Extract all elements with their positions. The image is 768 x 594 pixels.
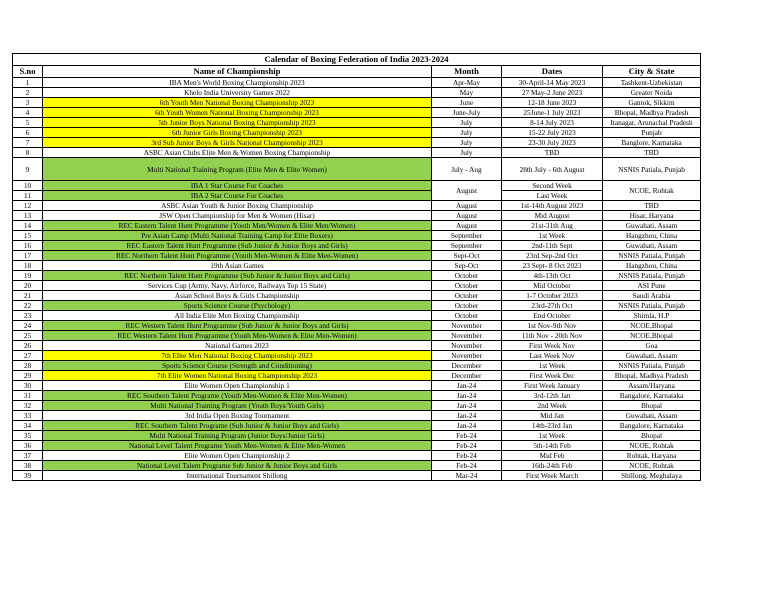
cell-month: October	[432, 301, 502, 311]
table-body	[13, 78, 701, 481]
cell-name: REC Western Talent Hunt Programme (Youth Men-Women & Elite Men-Women)	[43, 331, 432, 341]
cell-sno: 26	[13, 341, 43, 351]
cell-name: REC Southern Talent Programe (Sub Junior & Junior Boys and Girls)	[43, 421, 432, 431]
cell-month: November	[432, 321, 502, 331]
table-row	[13, 291, 701, 301]
cell-dates: 3rd-12th Jan	[502, 391, 603, 401]
cell-dates: 27 May-2 June 2023	[502, 88, 603, 98]
cell-dates: Last Week	[502, 191, 603, 201]
table-row	[13, 138, 701, 148]
cell-month: September	[432, 241, 502, 251]
cell-dates: Mid Jan	[502, 411, 603, 421]
cell-city: NSNIS Patiala, Punjab	[603, 301, 701, 311]
cell-city: Bangalore, Karnataka	[603, 391, 701, 401]
cell-month: Feb-24	[432, 441, 502, 451]
cell-sno: 39	[13, 471, 43, 481]
table-row	[13, 181, 701, 191]
cell-sno: 32	[13, 401, 43, 411]
cell-dates: 2nd Week	[502, 401, 603, 411]
cell-month: Jan-24	[432, 411, 502, 421]
cell-sno: 2	[13, 88, 43, 98]
cell-sno: 3	[13, 98, 43, 108]
cell-dates: 1st Week	[502, 431, 603, 441]
cell-month: October	[432, 311, 502, 321]
cell-name: ASBC Asian Clubs Elite Men & Women Boxing Championship	[43, 148, 432, 158]
cell-name: National Level Talent Programe Sub Junior & Junior Boys and Girls	[43, 461, 432, 471]
table-row	[13, 421, 701, 431]
cell-sno: 7	[13, 138, 43, 148]
table-row	[13, 281, 701, 291]
cell-month: December	[432, 361, 502, 371]
cell-name: 6th Youth Women National Boxing Championship 2023	[43, 108, 432, 118]
cell-month: July	[432, 118, 502, 128]
table-row	[13, 321, 701, 331]
cell-name: 6th Youth Men National Boxing Championship 2023	[43, 98, 432, 108]
cell-name: REC Northern Talent Hunt Programme (Sub Junior & Junior Boys and Girls)	[43, 271, 432, 281]
cell-sno: 27	[13, 351, 43, 361]
cell-month: June-July	[432, 108, 502, 118]
table-row	[13, 211, 701, 221]
cell-month: August	[432, 201, 502, 211]
cell-sno: 18	[13, 261, 43, 271]
cell-city: Bhopal, Madhya Pradesh	[603, 371, 701, 381]
table-row	[13, 461, 701, 471]
cell-dates: 1st Week	[502, 231, 603, 241]
cell-sno: 12	[13, 201, 43, 211]
cell-month: July	[432, 128, 502, 138]
cell-city: NCOE, Rohtak	[603, 441, 701, 451]
cell-sno: 24	[13, 321, 43, 331]
cell-city: Hangzhou, China	[603, 261, 701, 271]
calendar-table	[12, 53, 701, 481]
cell-sno: 31	[13, 391, 43, 401]
cell-dates: End October	[502, 311, 603, 321]
cell-sno: 20	[13, 281, 43, 291]
table-row	[13, 331, 701, 341]
cell-dates: Mid October	[502, 281, 603, 291]
cell-dates: Mid August	[502, 211, 603, 221]
cell-sno: 6	[13, 128, 43, 138]
cell-city: Shimla, H.P	[603, 311, 701, 321]
cell-month: Feb-24	[432, 451, 502, 461]
cell-city: Shillong, Meghalaya	[603, 471, 701, 481]
cell-city: Bhopal	[603, 401, 701, 411]
cell-name: Services Cup (Army, Navy, Airforce, Railways Top 15 State)	[43, 281, 432, 291]
cell-month: Feb-24	[432, 431, 502, 441]
cell-name: 5th Junior Boys National Boxing Championship 2023	[43, 118, 432, 128]
cell-city: NCOE,Bhopal	[603, 321, 701, 331]
cell-city: ASI Pune	[603, 281, 701, 291]
cell-name: ASBC Asian Youth & Junior Boxing Championship	[43, 201, 432, 211]
table-row	[13, 311, 701, 321]
table-row	[13, 201, 701, 211]
cell-name: IBA 2 Star Course For Coaches	[43, 191, 432, 201]
table-row	[13, 361, 701, 371]
cell-name: 6th Junior Girls Boxing Championship 2023	[43, 128, 432, 138]
cell-city: Tashkent-Uzbekistan	[603, 78, 701, 88]
cell-month: June	[432, 98, 502, 108]
table-row	[13, 88, 701, 98]
cell-name: Khelo India University Games 2022	[43, 88, 432, 98]
cell-month: Jan-24	[432, 391, 502, 401]
cell-sno: 1	[13, 78, 43, 88]
cell-name: JSW Open Championship for Men & Women (Hisar)	[43, 211, 432, 221]
cell-sno: 38	[13, 461, 43, 471]
cell-sno: 37	[13, 451, 43, 461]
cell-sno: 34	[13, 421, 43, 431]
cell-city: Rohtak, Haryana	[603, 451, 701, 461]
table-row	[13, 471, 701, 481]
column-header-city: City & State	[603, 66, 701, 78]
table-row	[13, 251, 701, 261]
cell-sno: 17	[13, 251, 43, 261]
cell-sno: 16	[13, 241, 43, 251]
cell-dates: 8-14 July 2023	[502, 118, 603, 128]
cell-month: Apr-May	[432, 78, 502, 88]
cell-name: 3rd India Open Boxing Tournament	[43, 411, 432, 421]
cell-dates: TBD	[502, 148, 603, 158]
cell-name: IBA 1 Star Course For Coaches	[43, 181, 432, 191]
cell-dates: 4th-13th Oct	[502, 271, 603, 281]
cell-city: Assam/Haryana	[603, 381, 701, 391]
cell-dates: Second Week	[502, 181, 603, 191]
cell-dates: 1-7 October 2023	[502, 291, 603, 301]
table-row	[13, 381, 701, 391]
cell-dates: 15-22 July 2023	[502, 128, 603, 138]
cell-city: Bhopal	[603, 431, 701, 441]
cell-month: Feb-24	[432, 461, 502, 471]
cell-name: National Games 2023	[43, 341, 432, 351]
cell-month: November	[432, 341, 502, 351]
cell-sno: 4	[13, 108, 43, 118]
column-header-month: Month	[432, 66, 502, 78]
cell-dates: 21st-31th Aug	[502, 221, 603, 231]
cell-city: NSNIS Patiala, Punjab	[603, 251, 701, 261]
cell-sno: 10	[13, 181, 43, 191]
cell-month: July - Aug	[432, 158, 502, 181]
cell-dates: 1st-14th August 2023	[502, 201, 603, 211]
cell-city: Itanagar, Arunachal Pradesh	[603, 118, 701, 128]
cell-name: Multi National Training Program (Elite Men & Elite Women)	[43, 158, 432, 181]
cell-sno: 23	[13, 311, 43, 321]
cell-dates: 25June-1 July 2023	[502, 108, 603, 118]
cell-city: TBD	[603, 201, 701, 211]
cell-dates: First Week Nov	[502, 341, 603, 351]
cell-dates: 23 Sept- 8 Oct 2023	[502, 261, 603, 271]
table-row	[13, 431, 701, 441]
table-row	[13, 158, 701, 181]
cell-city: Goa	[603, 341, 701, 351]
cell-city: Hangzhou, China	[603, 231, 701, 241]
cell-sno: 11	[13, 191, 43, 201]
table-row	[13, 351, 701, 361]
cell-name: Asian School Boys & Girls Championship	[43, 291, 432, 301]
cell-city: Bhopal, Madhya Pradesh	[603, 108, 701, 118]
table-row	[13, 231, 701, 241]
cell-month: November	[432, 331, 502, 341]
cell-month: December	[432, 371, 502, 381]
cell-sno: 22	[13, 301, 43, 311]
cell-name: Elite Women Open Championship 1	[43, 381, 432, 391]
column-header-name: Name of Championship	[43, 66, 432, 78]
cell-sno: 30	[13, 381, 43, 391]
cell-name: REC Southern Talent Programe (Youth Men-Women & Elite Men-Women)	[43, 391, 432, 401]
cell-month: Sept-Oct	[432, 251, 502, 261]
cell-city: Guwahati, Assam	[603, 351, 701, 361]
cell-dates: First Week January	[502, 381, 603, 391]
cell-month: October	[432, 291, 502, 301]
cell-name: Pre Asian Camp (Multi National Training Camp for Elite Boxers)	[43, 231, 432, 241]
cell-name: REC Northern Talent Hunt Programme (Youth Men-Women & Elite Men-Women)	[43, 251, 432, 261]
cell-name: Multi National Training Program (Junior Boys/Junior Girls)	[43, 431, 432, 441]
cell-month: Jan-24	[432, 401, 502, 411]
cell-month: July	[432, 148, 502, 158]
table-row	[13, 241, 701, 251]
table-row	[13, 371, 701, 381]
cell-dates: 5th-14th Feb	[502, 441, 603, 451]
cell-sno: 21	[13, 291, 43, 301]
cell-month: August	[432, 181, 502, 201]
table-row	[13, 108, 701, 118]
cell-city: Greater Noida	[603, 88, 701, 98]
cell-dates: 23-30 July 2023	[502, 138, 603, 148]
cell-sno: 13	[13, 211, 43, 221]
cell-dates: 28th July - 6th August	[502, 158, 603, 181]
cell-month: Mar-24	[432, 471, 502, 481]
cell-sno: 33	[13, 411, 43, 421]
cell-name: 7th Elite Women National Boxing Championship 2023	[43, 371, 432, 381]
cell-city: Guwahati, Assam	[603, 221, 701, 231]
cell-city: TBD	[603, 148, 701, 158]
cell-name: Sports Science Course (Psychology)	[43, 301, 432, 311]
column-header-sno: S.no	[13, 66, 43, 78]
cell-dates: 1st Week	[502, 361, 603, 371]
cell-name: REC Eastern Talent Hunt Programme (Youth Men/Women & Elite Men/Women)	[43, 221, 432, 231]
table-row	[13, 451, 701, 461]
cell-sno: 28	[13, 361, 43, 371]
cell-sno: 14	[13, 221, 43, 231]
cell-sno: 29	[13, 371, 43, 381]
cell-name: 7th Elite Men National Boxing Championship 2023	[43, 351, 432, 361]
cell-dates: 23rd Sep-2nd Oct	[502, 251, 603, 261]
cell-name: REC Western Talent Hunt Programme (Sub Junior & Junior Boys and Girls)	[43, 321, 432, 331]
cell-city: Punjab	[603, 128, 701, 138]
cell-sno: 35	[13, 431, 43, 441]
cell-sno: 19	[13, 271, 43, 281]
cell-name: IBA Men's World Boxing Championship 2023	[43, 78, 432, 88]
cell-city: NCOE, Rohtak	[603, 461, 701, 471]
cell-name: Elite Women Open Championship 2	[43, 451, 432, 461]
table-row	[13, 128, 701, 138]
cell-month: August	[432, 221, 502, 231]
table-title: Calendar of Boxing Federation of India 2023-2024	[13, 54, 701, 66]
cell-city: Banglore, Karnataka	[603, 138, 701, 148]
cell-name: International Tournament Shillong	[43, 471, 432, 481]
cell-name: All India Elite Men Boxing Championship	[43, 311, 432, 321]
cell-month: October	[432, 271, 502, 281]
table-row	[13, 391, 701, 401]
cell-dates: 16th-24th Feb	[502, 461, 603, 471]
cell-name: Sports Science Course (Strength and Conditioning)	[43, 361, 432, 371]
cell-dates: First Week Dec	[502, 371, 603, 381]
cell-month: July	[432, 138, 502, 148]
column-header-dates: Dates	[502, 66, 603, 78]
cell-city: Saudi Arabia	[603, 291, 701, 301]
cell-dates: 23rd-27th Oct	[502, 301, 603, 311]
cell-month: August	[432, 211, 502, 221]
cell-city: NSNIS Patiala, Punjab	[603, 158, 701, 181]
cell-dates: Mid Feb	[502, 451, 603, 461]
table-row	[13, 191, 701, 201]
cell-month: Jan-24	[432, 381, 502, 391]
table-row	[13, 401, 701, 411]
cell-city: NSNIS Patiala, Punjab	[603, 271, 701, 281]
cell-city: Guwahati, Assam	[603, 411, 701, 421]
cell-month: May	[432, 88, 502, 98]
cell-sno: 5	[13, 118, 43, 128]
table-row	[13, 301, 701, 311]
cell-city: NSNIS Patiala, Punjab	[603, 361, 701, 371]
table-row	[13, 271, 701, 281]
cell-sno: 8	[13, 148, 43, 158]
cell-month: Jan-24	[432, 421, 502, 431]
cell-sno: 15	[13, 231, 43, 241]
cell-city: NCOE, Rohtak	[603, 181, 701, 201]
cell-city: Hisar, Haryana	[603, 211, 701, 221]
table-row	[13, 221, 701, 231]
cell-month: November	[432, 351, 502, 361]
cell-dates: 12-18 June 2023	[502, 98, 603, 108]
table-row	[13, 78, 701, 88]
cell-city: NCOE,Bhopal	[603, 331, 701, 341]
cell-name: 19th Asian Games	[43, 261, 432, 271]
cell-name: Multi National Training Program (Youth Boys/Youth Girls)	[43, 401, 432, 411]
table-row	[13, 118, 701, 128]
cell-month: September	[432, 231, 502, 241]
table-row	[13, 148, 701, 158]
cell-name: National Level Talent Programe Youth Men-Women & Elite Men-Women	[43, 441, 432, 451]
cell-month: Sep-Oct	[432, 261, 502, 271]
table-row	[13, 261, 701, 271]
cell-name: 3rd Sub Junior Boys & Girls National Championship 2023	[43, 138, 432, 148]
cell-city: Gantok, Sikkim	[603, 98, 701, 108]
cell-sno: 9	[13, 158, 43, 181]
cell-city: Guwahati, Assam	[603, 241, 701, 251]
cell-dates: 2nd-11th Sept	[502, 241, 603, 251]
cell-dates: First Week March	[502, 471, 603, 481]
table-row	[13, 341, 701, 351]
cell-month: October	[432, 281, 502, 291]
cell-dates: Last Week Nov	[502, 351, 603, 361]
table-row	[13, 411, 701, 421]
cell-dates: 14th-23rd Jan	[502, 421, 603, 431]
cell-sno: 25	[13, 331, 43, 341]
cell-name: REC Eastern Talent Hunt Programme (Sub Junior & Junior Boys and Girls)	[43, 241, 432, 251]
cell-city: Bangalore, Karnataka	[603, 421, 701, 431]
boxing-calendar	[12, 53, 700, 481]
cell-dates: 1st Nov-9th Nov	[502, 321, 603, 331]
cell-dates: 11th Nov - 20th Nov	[502, 331, 603, 341]
cell-dates: 30-April-14 May 2023	[502, 78, 603, 88]
cell-sno: 36	[13, 441, 43, 451]
table-row	[13, 441, 701, 451]
table-row	[13, 98, 701, 108]
